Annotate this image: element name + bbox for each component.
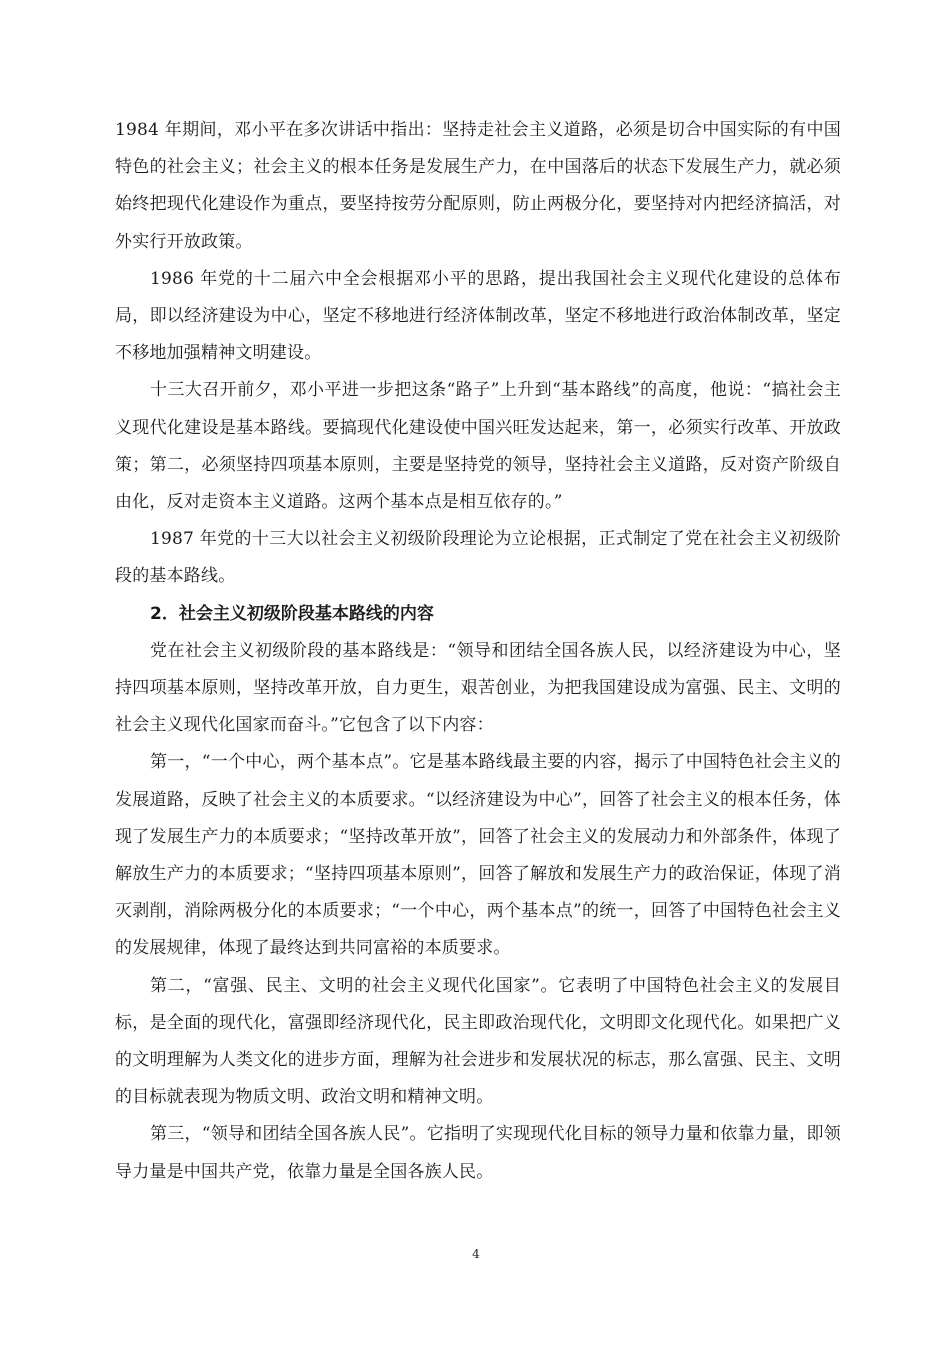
paragraph-1986: 1986 年党的十二届六中全会根据邓小平的思路，提出我国社会主义现代化建设的总体布局，即以经济建设为中心，坚定不移地进行经济体制改革，坚定不移地进行政治体制改革，坚定不移地加强精神文明建设。 [115,268,841,364]
paragraph-basic-line: 党在社会主义初级阶段的基本路线是：“领导和团结全国各族人民，以经济建设为中心，坚持四项基本原则，坚持改革开放，自力更生，艰苦创业，为把我国建设成为富强、民主、文明的社会主义现代化国家而奋斗。”它包含了以下内容： [115,640,841,736]
paragraph-thirteenth-congress-eve: 十三大召开前夕，邓小平进一步把这条“路子”上升到“基本路线”的高度，他说：“搞社会主义现代化建设是基本路线。要搞现代化建设使中国兴旺发达起来，第一，必须实行改革、开放政策；第二，必须坚持四项基本原则，主要是坚持党的领导，坚持社会主义道路，反对资产阶级自由化，反对走资本主义道路。这两个基本点是相互依存的。” [115,380,841,513]
paragraph-1987: 1987 年党的十三大以社会主义初级阶段理论为立论根据，正式制定了党在社会主义初级阶段的基本路线。 [115,529,841,587]
section-heading: 2．社会主义初级阶段基本路线的内容 [150,603,434,624]
paragraph-third: 第三，“领导和团结全国各族人民”。它指明了实现现代化目标的领导力量和依靠力量，即领导力量是中国共产党，依靠力量是全国各族人民。 [115,1124,841,1182]
paragraph-1984: 1984 年期间，邓小平在多次讲话中指出：坚持走社会主义道路，必须是切合中国实际的有中国特色的社会主义；社会主义的根本任务是发展生产力，在中国落后的状态下发展生产力，就必须始终把现代化建设作为重点，要坚持按劳分配原则，防止两极分化，要坚持对内把经济搞活，对外实行开放政策。 [115,120,841,252]
page-number: 4 [472,1247,480,1261]
document-body [115,112,841,1191]
paragraph-second: 第二，“富强、民主、文明的社会主义现代化国家”。它表明了中国特色社会主义的发展目标，是全面的现代化，富强即经济现代化，民主即政治现代化，文明即文化现代化。如果把广义的文明理解为人类文化的进步方面，理解为社会进步和发展状况的标志，那么富强、民主、文明的目标就表现为物质文明、政治文明和精神文明。 [115,975,841,1108]
paragraph-first: 第一，“一个中心，两个基本点”。它是基本路线最主要的内容，揭示了中国特色社会主义的发展道路，反映了社会主义的本质要求。“以经济建设为中心”，回答了社会主义的根本任务，体现了发展生产力的本质要求；“坚持改革开放”，回答了社会主义的发展动力和外部条件，体现了解放生产力的本质要求；“坚持四项基本原则”，回答了解放和发展生产力的政治保证，体现了消灭剥削，消除两极分化的本质要求；“一个中心，两个基本点”的统一，回答了中国特色社会主义的发展规律，体现了最终达到共同富裕的本质要求。 [115,752,841,959]
